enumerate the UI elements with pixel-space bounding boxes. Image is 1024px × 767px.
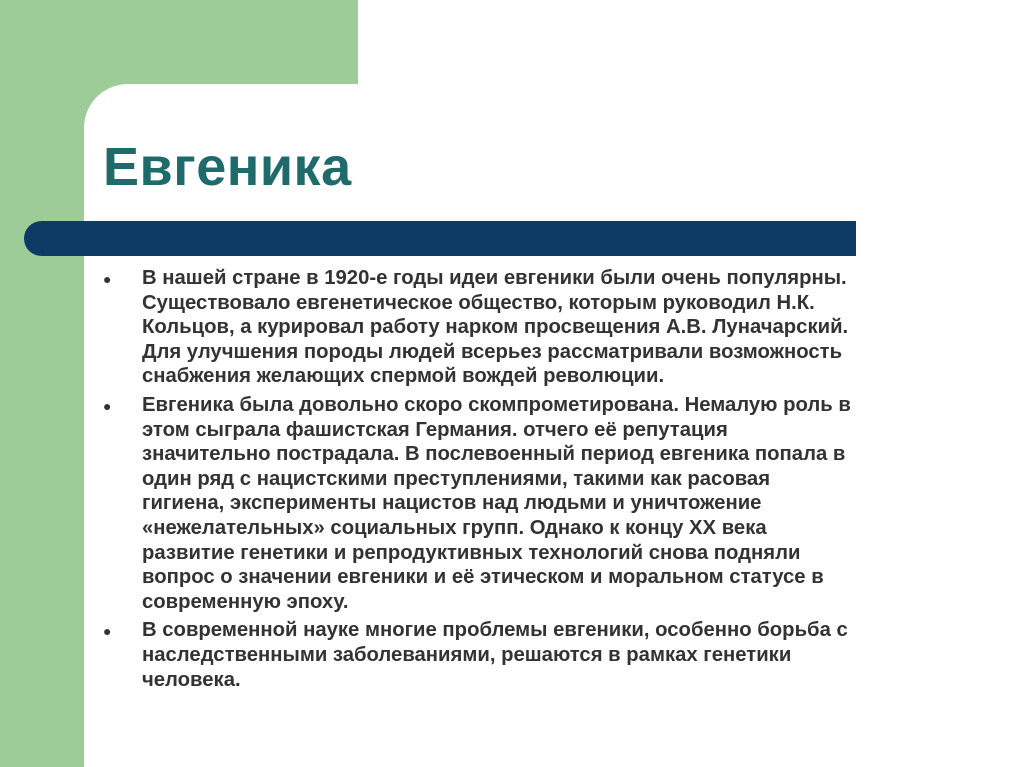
bullet-line: один ряд с нацистскими преступлениями, такими как расовая: [142, 467, 771, 490]
slide-title: Евгеника: [103, 137, 352, 197]
bullet-line: современную эпоху.: [142, 590, 349, 613]
bullet-line: «нежелательных» социальных групп. Однако к концу XX века: [142, 516, 767, 539]
bullet-line: Существовало евгенетическое общество, которым руководил Н.К.: [142, 291, 815, 314]
bullet-line: наследственными заболеваниями, решаются в рамках генетики: [142, 643, 792, 666]
bullet-item: [103, 393, 963, 614]
white-top-area: [358, 0, 1024, 84]
bullet-line: снабжения желающих спермой вождей революции.: [142, 365, 665, 388]
bullet-line: развитие генетики и репродуктивных технологий снова подняли: [142, 541, 801, 564]
title-underline-bar: [24, 221, 856, 256]
bullet-line: этом сыграла фашистская Германия. отчего её репутация: [142, 418, 728, 441]
bullet-line: В нашей стране в 1920-е годы идеи евгеники были очень популярны.: [142, 267, 847, 289]
bullet-dot-icon: ●: [103, 623, 112, 640]
bullet-item: [103, 266, 963, 389]
bullet-line: Кольцов, а курировал работу нарком просвещения А.В. Луначарский.: [142, 316, 849, 339]
bullet-dot-icon: ●: [103, 271, 112, 287]
bullet-line: Для улучшения породы людей всерьез рассматривали возможность: [142, 340, 843, 363]
bullet-line: гигиена, эксперименты нацистов над людьми и уничтожение: [142, 492, 762, 515]
bullet-line: значительно пострадала. В послевоенный период евгеника попала в: [142, 443, 846, 466]
bullet-list: [103, 266, 963, 696]
bullet-line: вопрос о значении евгеники и её этическом и моральном статусе в: [142, 566, 824, 589]
bullet-line: человека.: [142, 668, 241, 691]
bullet-line: Евгеника была довольно скоро скомпрометирована. Немалую роль в: [142, 393, 851, 416]
bullet-line: В современной науке многие проблемы евгеники, особенно борьба с: [142, 619, 848, 642]
bullet-item: [103, 618, 963, 692]
bullet-dot-icon: ●: [103, 397, 112, 414]
